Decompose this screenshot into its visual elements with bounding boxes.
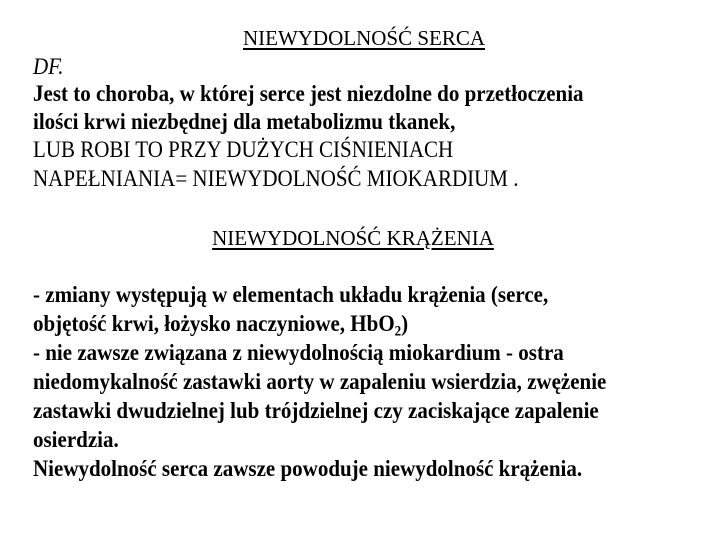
heading-circulatory-failure: NIEWYDOLNOŚĆ KRĄŻENIA <box>212 226 494 250</box>
subscript: 2 <box>394 322 402 339</box>
conclusion-line: Niewydolność serca zawsze powoduje niewydolność krążenia. <box>33 455 583 482</box>
definition-label: DF. <box>33 53 64 80</box>
body-text: ) <box>401 310 409 337</box>
definition-line: ilości krwi niezbędnej dla metabolizmu tkanek, <box>33 108 456 135</box>
definition-line: NAPEŁNIANIA= NIEWYDOLNOŚĆ MIOKARDIUM . <box>33 165 519 192</box>
body-line: osierdzia. <box>33 426 119 453</box>
heading-heart-failure: NIEWYDOLNOŚĆ SERCA <box>242 26 486 50</box>
body-text: objętość krwi, łożysko naczyniowe, HbO <box>33 310 395 337</box>
body-line: - zmiany występują w elementach układu krążenia (serce, <box>33 281 549 308</box>
body-line <box>33 310 409 339</box>
body-line: zastawki dwudzielnej lub trójdzielnej czy zaciskające zapalenie <box>33 397 599 424</box>
body-line: niedomykalność zastawki aorty w zapaleniu wsierdzia, zwężenie <box>33 368 607 395</box>
body-line: - nie zawsze związana z niewydolnością miokardium - ostra <box>33 339 564 366</box>
definition-line: LUB ROBI TO PRZY DUŻYCH CIŚNIENIACH <box>33 136 454 163</box>
definition-line: Jest to choroba, w której serce jest niezdolne do przetłoczenia <box>33 80 584 107</box>
